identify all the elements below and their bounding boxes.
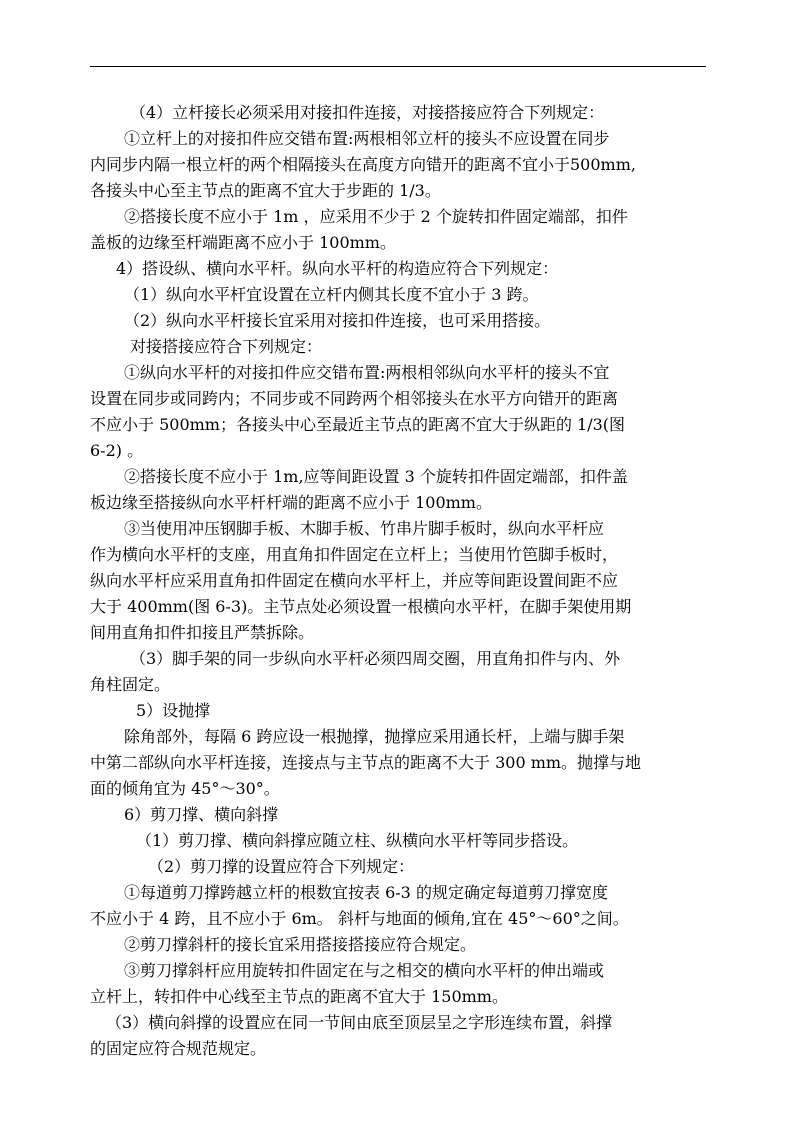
paragraph-line: （2）剪刀撑的设置应符合下列规定： [148, 857, 415, 876]
paragraph-line: （3）脚手架的同一步纵向水平杆必须四周交圈，用直角扣件与内、外 [130, 649, 621, 668]
paragraph-line: ①每道剪刀撑跨越立杆的根数宜按表 6-3 的规定确定每道剪刀撑宽度 [124, 883, 608, 902]
paragraph-line: 4）搭设纵、横向水平杆。纵向水平杆的构造应符合下列规定： [116, 259, 559, 278]
paragraph-line: 除角部外，每隔 6 跨应设一根抛撑，抛撑应采用通长杆，上端与脚手架 [124, 727, 625, 746]
paragraph-line: ①纵向水平杆的对接扣件应交错布置:两根相邻纵向水平杆的接头不宜 [124, 363, 610, 382]
paragraph-line: ②剪刀撑斜杆的接长宜采用搭接搭接应符合规定。 [124, 935, 477, 954]
paragraph-line: （1）纵向水平杆宜设置在立杆内侧其长度不宜小于 3 跨。 [124, 285, 539, 304]
paragraph-line: 纵向水平杆应采用直角扣件固定在横向水平杆上，并应等间距设置间距不应 [90, 571, 619, 590]
paragraph-line: 对接搭接应符合下列规定： [130, 337, 323, 356]
paragraph-line: （2）纵向水平杆接长宜采用对接扣件连接，也可采用搭接。 [124, 311, 551, 330]
paragraph-line: 各接头中心至主节点的距离不宜大于步距的 1/3。 [90, 181, 441, 200]
paragraph-line: 角柱固定。 [90, 675, 171, 694]
paragraph-line: ③当使用冲压钢脚手板、木脚手板、竹串片脚手板时，纵向水平杆应 [124, 519, 605, 538]
paragraph-line: 6）剪刀撑、横向斜撑 [124, 805, 279, 824]
header-rule [90, 66, 706, 67]
paragraph-line: 立杆上，转扣件中心线至主节点的距离不宜大于 150mm。 [90, 987, 508, 1006]
paragraph-line: 不应小于 4 跨，且不应小于 6m。 斜杆与地面的倾角,宜在 45°～60°之间。 [90, 909, 629, 928]
paragraph-line: （4）立杆接长必须采用对接扣件连接，对接搭接应符合下列规定： [130, 103, 605, 122]
paragraph-line: 中第二部纵向水平杆连接，连接点与主节点的距离不大于 300 mm。抛撑与地 [90, 753, 642, 772]
paragraph-line: ②搭接长度不应小于 1m,应等间距设置 3 个旋转扣件固定端部，扣件盖 [124, 467, 628, 486]
paragraph-line: 内同步内隔一根立杆的两个相隔接头在高度方向错开的距离不宜小于500mm, [90, 155, 636, 174]
paragraph-line: 作为横向水平杆的支座，用直角扣件固定在立杆上；当使用竹笆脚手板时， [90, 545, 619, 564]
paragraph-line: 的固定应符合规范规定。 [90, 1039, 267, 1058]
paragraph-line: 6-2) 。 [90, 441, 144, 460]
paragraph-line: 设置在同步或同跨内；不同步或不同跨两个相邻接头在水平方向错开的距离 [90, 389, 619, 408]
paragraph-line: 5）设抛撑 [136, 701, 211, 720]
document-body [90, 100, 706, 1062]
paragraph-line: 大于 400mm(图 6-3)。主节点处必须设置一根横向水平杆，在脚手架使用期 [90, 597, 632, 616]
paragraph-line: ②搭接长度不应小于 1m ，应采用不少于 2 个旋转扣件固定端部，扣件 [124, 207, 628, 226]
paragraph-line: 不应小于 500mm；各接头中心至最近主节点的距离不宜大于纵距的 1/3(图 [90, 415, 626, 434]
paragraph-line: 面的倾角宜为 45°～30°。 [90, 779, 280, 798]
paragraph-line: 间用直角扣件扣接且严禁拆除。 [90, 623, 315, 642]
paragraph-line: ①立杆上的对接扣件应交错布置:两根相邻立杆的接头不应设置在同步 [124, 129, 610, 148]
paragraph-line: 盖板的边缘至杆端距离不应小于 100mm。 [90, 233, 396, 252]
paragraph-line: （3）横向斜撑的设置应在同一节间由底至顶层呈之字形连续布置，斜撑 [106, 1013, 613, 1032]
paragraph-line: ③剪刀撑斜杆应用旋转扣件固定在与之相交的横向水平杆的伸出端或 [124, 961, 605, 980]
paragraph-line: （1）剪刀撑、横向斜撑应随立柱、纵横向水平杆等同步搭设。 [136, 831, 579, 850]
paragraph-line: 板边缘至搭接纵向水平杆杆端的距离不应小于 100mm。 [90, 493, 492, 512]
